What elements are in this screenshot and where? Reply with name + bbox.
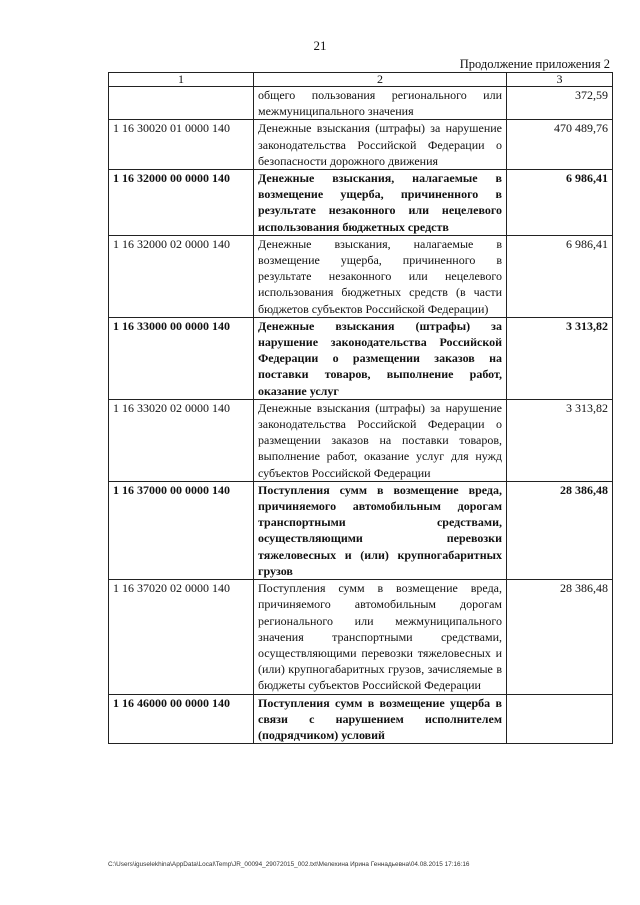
amount-cell: 470 489,76 <box>507 120 613 170</box>
budget-code-cell: 1 16 37000 00 0000 140 <box>109 481 254 579</box>
column-header: 2 <box>254 73 507 87</box>
table-row <box>109 399 613 481</box>
table-header-row <box>109 73 613 87</box>
description-cell: Поступления сумм в возмещение вреда, причиняемого автомобильным дорогам транспортными средствами, осуществляющими перевозки тяжеловесных и (или) крупногабаритных грузов <box>254 481 507 579</box>
table-row <box>109 120 613 170</box>
description-cell: Денежные взыскания, налагаемые в возмещение ущерба, причиненного в результате незаконного или нецелевого использования бюджетных средств (в части бюджетов субъектов Российской Федерации) <box>254 235 507 317</box>
description-cell: Денежные взыскания (штрафы) за нарушение законодательства Российской Федерации о размещении заказов на поставки товаров, выполнение работ, оказание услуг <box>254 317 507 399</box>
amount-cell: 28 386,48 <box>507 481 613 579</box>
amount-cell <box>507 694 613 744</box>
amount-cell: 6 986,41 <box>507 170 613 236</box>
budget-code-cell: 1 16 33000 00 0000 140 <box>109 317 254 399</box>
budget-code-cell: 1 16 30020 01 0000 140 <box>109 120 254 170</box>
page-number: 21 <box>313 38 327 53</box>
budget-table <box>108 72 613 744</box>
budget-code-cell: 1 16 46000 00 0000 140 <box>109 694 254 744</box>
amount-cell: 6 986,41 <box>507 235 613 317</box>
column-header: 3 <box>507 73 613 87</box>
column-header: 1 <box>109 73 254 87</box>
table-row <box>109 235 613 317</box>
amount-cell: 3 313,82 <box>507 317 613 399</box>
description-cell: общего пользования регионального или межмуниципального значения <box>254 87 507 120</box>
amount-cell: 3 313,82 <box>507 399 613 481</box>
table-row <box>109 580 613 694</box>
budget-code-cell: 1 16 32000 00 0000 140 <box>109 170 254 236</box>
table-row <box>109 170 613 236</box>
budget-code-cell: 1 16 33020 02 0000 140 <box>109 399 254 481</box>
description-cell: Денежные взыскания (штрафы) за нарушение законодательства Российской Федерации о размещении заказов на поставки товаров, выполнение работ, оказание услуг для нужд субъектов Российской Федерации <box>254 399 507 481</box>
budget-code-cell: 1 16 37020 02 0000 140 <box>109 580 254 694</box>
amount-cell: 372,59 <box>507 87 613 120</box>
description-cell: Поступления сумм в возмещение вреда, причиняемого автомобильным дорогам регионального или межмуниципального значения транспортными средствами, осуществляющими перевозки тяжеловесных и (или) крупногабаритных грузов, зачисляемые в бюджеты субъектов Российской Федерации <box>254 580 507 694</box>
description-cell: Денежные взыскания (штрафы) за нарушение законодательства Российской Федерации о безопасности дорожного движения <box>254 120 507 170</box>
file-path-footer: C:\Users\iguselekhina\AppData\Local\Temp\JR_00094_29072015_002.txt\Мелехина Ирина Геннадьевна\04.08.2015 17:16:16 <box>108 861 470 868</box>
budget-code-cell <box>109 87 254 120</box>
description-cell: Поступления сумм в возмещение ущерба в связи с нарушением исполнителем (подрядчиком) условий <box>254 694 507 744</box>
description-cell: Денежные взыскания, налагаемые в возмещение ущерба, причиненного в результате незаконного или нецелевого использования бюджетных средств <box>254 170 507 236</box>
continuation-label: Продолжение приложения 2 <box>459 57 610 71</box>
table-row <box>109 694 613 744</box>
table-row <box>109 317 613 399</box>
budget-code-cell: 1 16 32000 02 0000 140 <box>109 235 254 317</box>
amount-cell: 28 386,48 <box>507 580 613 694</box>
table-row <box>109 481 613 579</box>
table-row <box>109 87 613 120</box>
